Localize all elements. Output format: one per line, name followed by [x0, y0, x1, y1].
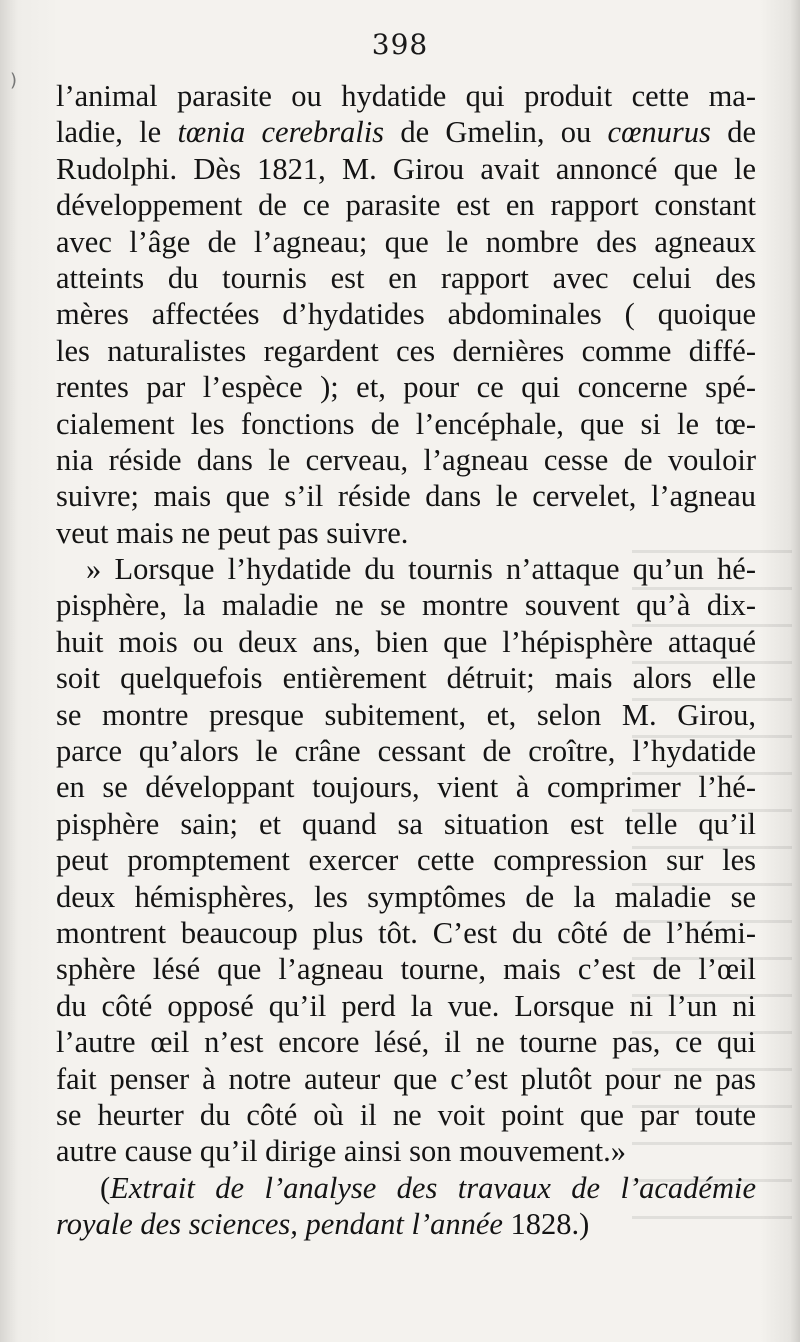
text-line: l’animal parasite ou hydatide qui produit cette ma-: [56, 79, 756, 113]
text-line: les naturalistes regardent ces dernières comme diffé-: [56, 333, 756, 368]
text-line: peut promptement exercer cette compression sur les: [56, 843, 756, 878]
text-line: développement de ce parasite est en rapport constant: [56, 188, 756, 223]
text-line: huit mois ou deux ans, bien que l’hépisphère attaqué: [56, 624, 756, 659]
text-line: ladie, le tœnia cerebralis de Gmelin, ou cœnurus de: [56, 115, 756, 150]
italic-text: Extrait de l’analyse des travaux de l’académie: [110, 1170, 756, 1205]
text-line: nia réside dans le cerveau, l’agneau cesse de vouloir: [56, 442, 756, 477]
citation-line: (Extrait de l’analyse des travaux de l’académie: [100, 1170, 756, 1205]
italic-text: cœnurus: [607, 115, 711, 150]
text-line: sphère lésé que l’agneau tourne, mais c’est de l’œil: [56, 952, 756, 987]
text-line: cialement les fonctions de l’encéphale, que si le tœ-: [56, 406, 756, 441]
margin-mark: ): [10, 70, 18, 91]
text-line: veut mais ne peut pas suivre.: [56, 515, 409, 550]
citation-line: royale des sciences, pendant l’année 1828.): [56, 1207, 590, 1242]
text-line: avec l’âge de l’agneau; que le nombre des agneaux: [56, 224, 756, 259]
text-line: fait penser à notre auteur que c’est plutôt pour ne pas: [56, 1061, 756, 1096]
text-line: rentes par l’espèce ); et, pour ce qui concerne spé-: [56, 370, 756, 405]
text-line: parce qu’alors le crâne cessant de croître, l’hydatide: [56, 734, 756, 769]
text-line: atteints du tournis est en rapport avec celui des: [56, 260, 756, 295]
page-number: 398: [371, 28, 429, 61]
text-line: » Lorsque l’hydatide du tournis n’attaque qu’un hé-: [86, 552, 756, 587]
text-line: se montre presque subitement, et, selon M. Girou,: [56, 697, 756, 732]
text-line: en se développant toujours, vient à comprimer l’hé-: [56, 770, 756, 805]
text-line: deux hémisphères, les symptômes de la maladie se: [56, 879, 756, 914]
text-line: pisphère sain; et quand sa situation est telle qu’il: [56, 806, 756, 841]
italic-text: tœnia cerebralis: [177, 115, 385, 150]
text-line: se heurter du côté où il ne voit point que par toute: [56, 1097, 756, 1132]
italic-text: royale des sciences, pendant l’année: [56, 1207, 503, 1242]
text-line: mères affectées d’hydatides abdominales ( quoique: [56, 297, 756, 332]
text-line: suivre; mais que s’il réside dans le cervelet, l’agneau: [56, 479, 756, 514]
text-line: du côté opposé qu’il perd la vue. Lorsque ni l’un ni: [56, 988, 756, 1023]
text-line: soit quelquefois entièrement détruit; mais alors elle: [56, 661, 756, 696]
text-line: l’autre œil n’est encore lésé, il ne tourne pas, ce qui: [56, 1025, 756, 1060]
text-line: montrent beaucoup plus tôt. C’est du côté de l’hémi-: [56, 915, 756, 950]
body-text: [56, 78, 756, 1243]
text-line: Rudolphi. Dès 1821, M. Girou avait annoncé que le: [56, 151, 756, 186]
text-line: pisphère, la maladie ne se montre souvent qu’à dix-: [56, 588, 756, 623]
text-line: autre cause qu’il dirige ainsi son mouvement.»: [56, 1134, 627, 1169]
